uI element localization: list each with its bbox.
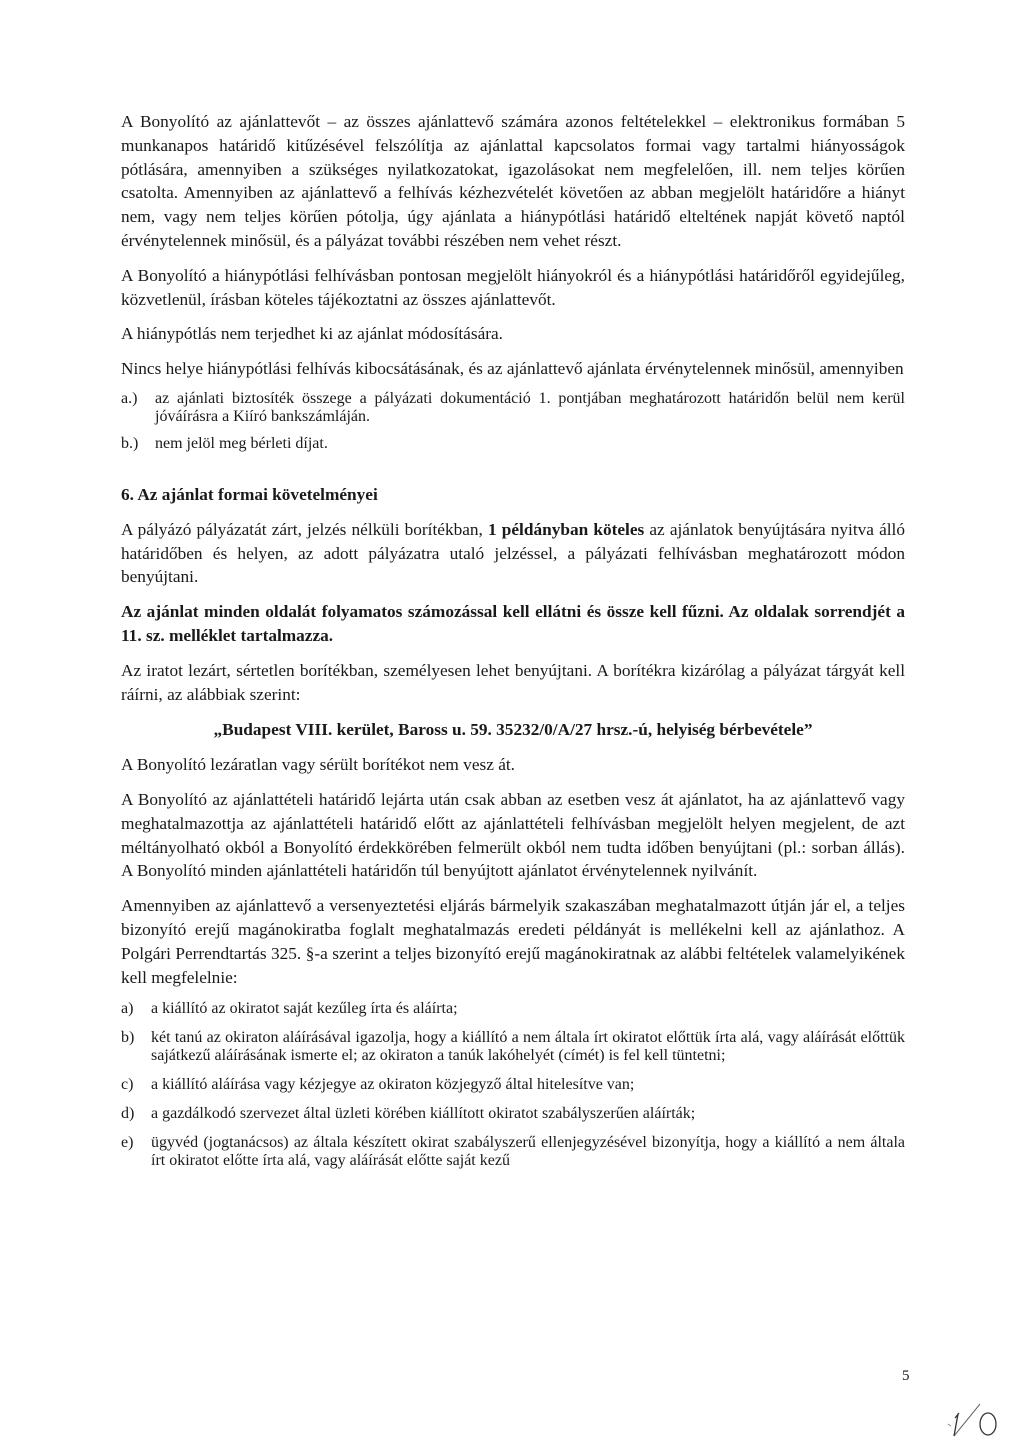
submission-text-c: az ajánlatok benyújtására nyitva álló határidőben és helyen, az adott pályázatra utaló jelzéssel, a pályázati felhívásban meghatározott módon benyújtani. bbox=[121, 519, 906, 587]
paragraph-envelope-instructions: Az iratot lezárt, sértetlen borítékban, személyesen lehet benyújtani. A borítékra kizárólag a pályázat tárgyát kell ráírni, az alábbiak szerint: bbox=[121, 660, 905, 704]
handwritten-page-number bbox=[940, 1400, 1010, 1440]
condition-text: ügyvéd (jogtanácsos) az általa készített okirat szabályszerű ellenjegyzésével bizonyítja, hogy a kiállító a nem általa írt okiratot előtte írta alá, vagy aláírását előtte saját kezű bbox=[151, 1134, 905, 1170]
sublist-item bbox=[121, 435, 905, 453]
condition-label: e) bbox=[121, 1134, 134, 1152]
condition-item bbox=[121, 1105, 905, 1123]
paragraph-numbering-rule: Az ajánlat minden oldalát folyamatos számozással kell ellátni és össze kell fűzni. Az oldalak sorrendjét a 11. sz. melléklet tartalmazza. bbox=[121, 602, 905, 645]
submission-text-bold: 1 példányban köteles bbox=[488, 519, 645, 539]
condition-item bbox=[121, 1029, 905, 1065]
sublist-item bbox=[121, 390, 905, 426]
condition-text: két tanú az okiraton aláírásával igazolja, hogy a kiállító a nem általa írt okiratot előttük írta alá, vagy aláírását előttük sajátkezű aláírásának ismerte el; az okiraton a tanúk lakóhelyét (címét) is fel kell tüntetni; bbox=[151, 1029, 905, 1065]
envelope-label: „Budapest VIII. kerület, Baross u. 59. 35232/0/A/27 hrsz.-ú, helyiség bérbevétele” bbox=[213, 720, 813, 740]
submission-text-a: A pályázó pályázatát zárt, jelzés nélküli borítékban, bbox=[121, 519, 488, 539]
paragraph-late-submission: A Bonyolító az ajánlattételi határidő lejárta után csak abban az esetben vesz át ajánlatot, ha az ajánlattevő vagy meghatalmazottja az ajánlattételi határidő előtt az ajánlattételi felhívásban megjelölt helyen megjelent, de azt méltányolható okból a Bonyolító érdekkörében felmerült okból nem tudta időben benyújtani (pl.: sorban állás). A Bonyolító minden ajánlattételi határidőn túl benyújtott ajánlatot érvénytelennek nyilvánít. bbox=[121, 789, 905, 881]
paragraph-deficiency-inform: A Bonyolító a hiánypótlási felhívásban pontosan megjelölt hiányokról és a hiánypótlási határidőről egyidejűleg, közvetlenül, írásban köteles tájékoztatni az összes ajánlattevőt. bbox=[121, 265, 905, 309]
condition-item bbox=[121, 1076, 905, 1094]
condition-label: a) bbox=[121, 1000, 134, 1018]
paragraph-submission bbox=[121, 518, 905, 589]
condition-text: a kiállító az okiratot saját kezűleg írta és aláírta; bbox=[151, 1000, 458, 1018]
paragraph-no-deficiency: Nincs helye hiánypótlási felhívás kibocsátásának, és az ajánlattevő ajánlata érvénytelennek minősül, amennyiben bbox=[121, 359, 904, 379]
document-body bbox=[121, 110, 905, 1170]
condition-label: c) bbox=[121, 1076, 134, 1094]
sublist-text: az ajánlati biztosíték összege a pályázati dokumentáció 1. pontjában meghatározott határidőn belül nem kerül jóváírásra a Kiíró bankszámláján. bbox=[155, 389, 905, 425]
section-heading: 6. Az ajánlat formai követelményei bbox=[121, 484, 378, 504]
paragraph-authorization: Amennyiben az ajánlattevő a versenyeztetési eljárás bármelyik szakaszában meghatalmazott útján jár el, a teljes bizonyító erejű magánokiratba foglalt meghatalmazás eredeti példányát is mellékelni kell az ajánlathoz. A Polgári Perrendtartás 325. §-a szerint a teljes bizonyító erejű magánokiratnak az alábbi feltételek valamelyikének kell megfelelnie: bbox=[121, 896, 905, 987]
condition-item bbox=[121, 1000, 905, 1018]
condition-label: d) bbox=[121, 1105, 135, 1123]
condition-text: a gazdálkodó szervezet által üzleti körében kiállított okiratot szabályszerűen aláírták; bbox=[151, 1105, 696, 1123]
paragraph-envelope-reject: A Bonyolító lezáratlan vagy sérült borítékot nem vesz át. bbox=[121, 755, 516, 775]
condition-text: a kiállító aláírása vagy kézjegye az okiraton közjegyző által hitelesítve van; bbox=[151, 1076, 635, 1094]
paragraph-deficiency-notice: A Bonyolító az ajánlattevőt – az összes ajánlattevő számára azonos feltételekkel – elektronikus formában 5 munkanapos határidő kitűzésével felszólítja az ajánlattal kapcsolatos formai vagy tartalmi hiányosságok pótlására, amennyiben a szükséges nyilatkozatokat, igazolásokat nem megfelelően, ill. nem teljes körűen csatolta. Amennyiben az ajánlattevő a felhívás kézhezvételét követően az abban megjelölt határidőre a hiányt nem, vagy nem teljes körűen pótolja, úgy ajánlata a hiánypótlási határidő elteltének napját követő naptól érvénytelennek minősül, és a pályázat további részében nem vehet részt. bbox=[121, 112, 905, 250]
sublist-label: b.) bbox=[121, 434, 139, 452]
condition-label: b) bbox=[121, 1029, 135, 1047]
page-number: 5 bbox=[902, 1368, 910, 1384]
sublist-text: nem jelöl meg bérleti díjat. bbox=[155, 434, 328, 452]
paragraph-deficiency-limit: A hiánypótlás nem terjedhet ki az ajánlat módosítására. bbox=[121, 324, 503, 344]
sublist-label: a.) bbox=[121, 389, 138, 407]
condition-item bbox=[121, 1134, 905, 1170]
